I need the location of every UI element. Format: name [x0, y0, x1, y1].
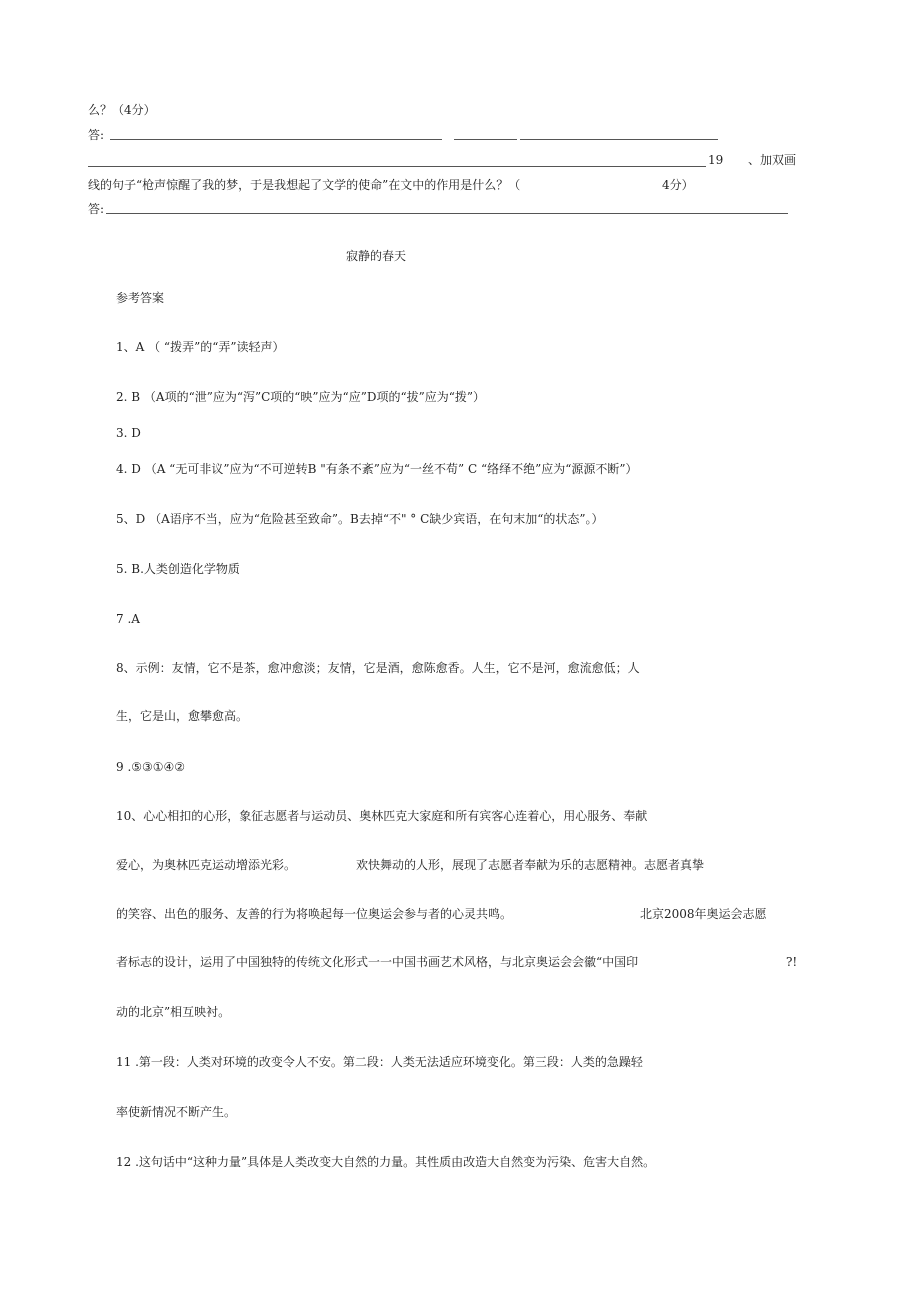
answer-item: 12 .这句话中“这种力量”具体是人类改变大自然的力量。其性质由改造大自然变为污染、危害大自然。: [116, 1155, 656, 1169]
answer-item: 10、心心相扣的心形，象征志愿者与运动员、奥林匹克大家庭和所有宾客心连着心，用心服务、奉献: [116, 809, 648, 823]
answer-item: 5、D （A语序不当，应为“危险甚至致命”。B去掉“不" ° C缺少宾语，在句末加“的状态”。）: [116, 512, 604, 526]
answer-item: 1、A （ “拨弄”的“弄”读轻声）: [116, 340, 285, 354]
answer-blank-line: [88, 166, 706, 167]
question-tail: 么？（4分）: [88, 103, 156, 117]
answer-item: 3. D: [116, 426, 141, 440]
answer-item-continued: 率使新情况不断产生。: [116, 1105, 237, 1119]
answer-blank-line: [110, 139, 442, 140]
answer-blank-line: [520, 139, 718, 140]
question-text: 线的句子“枪声惊醒了我的梦，于是我想起了文学的使命”在文中的作用是什么？（: [88, 178, 521, 192]
answer-item: 8、示例：友情，它不是茶，愈冲愈淡；友情，它是酒，愈陈愈香。人生，它不是河，愈流愈低；人: [116, 661, 640, 675]
answer-blank-line: [106, 213, 788, 214]
answer-item: 4. D （A “无可非议”应为“不可逆转B "有条不紊”应为“一丝不苟” C “络绎不绝”应为“源源不断”）: [116, 462, 638, 476]
answer-item-continued: ?!: [786, 955, 798, 969]
answer-item-continued: 北京2008年奥运会志愿: [640, 907, 767, 921]
answer-label: 答:: [88, 128, 105, 142]
answer-item: 11 .第一段：人类对环境的改变令人不安。第二段：人类无法适应环境变化。第三段：人类的急躁轻: [116, 1055, 643, 1069]
answer-item: 2. B （A项的“泄”应为“泻”C项的“映”应为“应”D项的“拔”应为“拨”）: [116, 390, 485, 404]
section-title: 寂静的春天: [346, 249, 407, 263]
question-score: 4分）: [662, 178, 694, 192]
answer-item-continued: 动的北京”相互映衬。: [116, 1005, 231, 1019]
answer-blank-line: [454, 139, 517, 140]
answer-label: 答:: [88, 202, 105, 216]
answer-item: 5. B.人类创造化学物质: [116, 562, 240, 576]
answer-item: 9 .⑤③①④②: [116, 760, 186, 774]
answer-item-continued: 生，它是山，愈攀愈高。: [116, 709, 249, 723]
reference-answer-heading: 参考答案: [116, 291, 165, 305]
answer-item-continued: 者标志的设计，运用了中国独特的传统文化形式一一中国书画艺术风格，与北京奥运会会徽“中国印: [116, 955, 639, 969]
answer-item-continued: 爱心，为奥林匹克运动增添光彩。: [116, 858, 297, 872]
answer-item: 7 .A: [116, 612, 140, 626]
question-text: 、加双画: [748, 153, 797, 167]
answer-item-continued: 的笑容、出色的服务、友善的行为将唤起每一位奥运会参与者的心灵共鸣。: [116, 907, 513, 921]
question-number: 19: [708, 153, 724, 167]
answer-item-continued: 欢快舞动的人形，展现了志愿者奉献为乐的志愿精神。志愿者真挚: [356, 858, 705, 872]
